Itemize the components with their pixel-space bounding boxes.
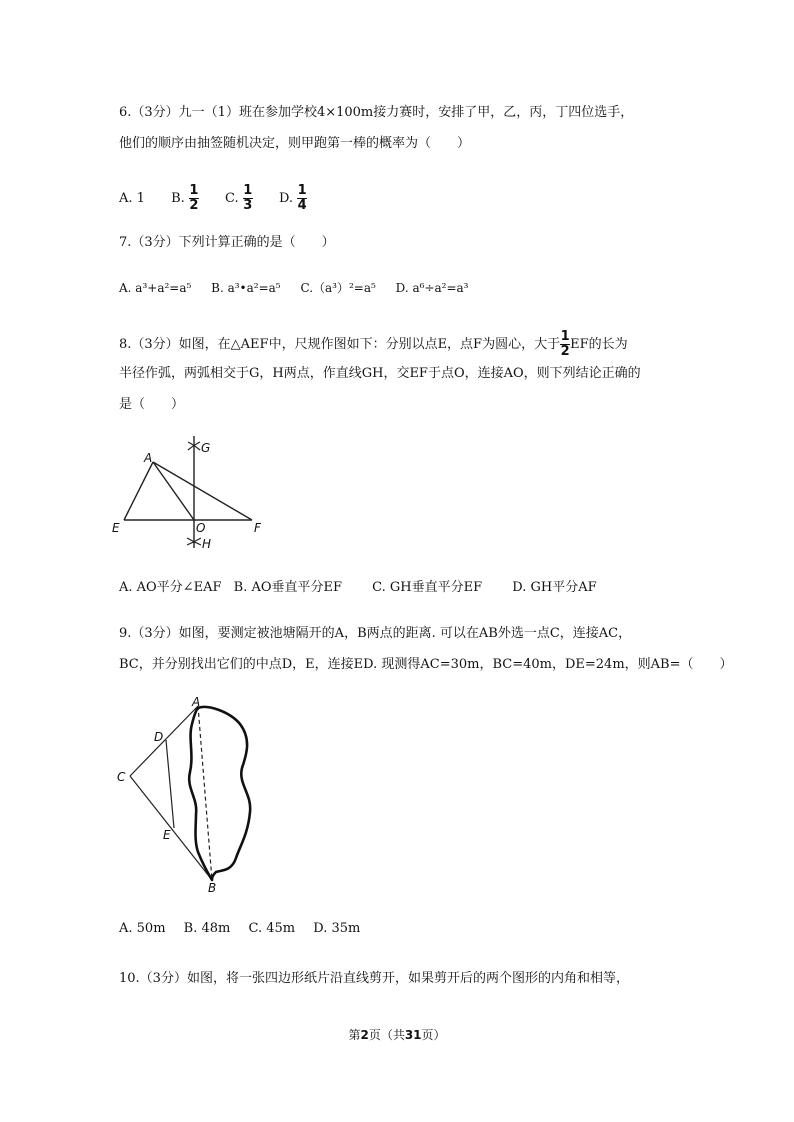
label-o: O bbox=[196, 521, 206, 535]
fraction-denominator: 2 bbox=[189, 198, 199, 213]
q7-option-a: A. a³+a²=a⁵ bbox=[119, 281, 192, 295]
q7-option-d: D. a⁶÷a²=a³ bbox=[395, 281, 469, 295]
q7-option-c: C.（a³）²=a⁵ bbox=[300, 281, 376, 295]
fraction-numerator: 1 bbox=[297, 183, 307, 198]
label-f: F bbox=[254, 521, 261, 535]
footer-mid: 页（共 bbox=[368, 1028, 405, 1042]
q6-option-b-label: B. bbox=[171, 191, 185, 206]
q8-stem-text-end: EF的长为 bbox=[570, 337, 628, 352]
fraction-denominator: 3 bbox=[243, 198, 253, 213]
fraction-denominator: 2 bbox=[560, 344, 570, 359]
fraction-numerator: 1 bbox=[189, 183, 199, 198]
footer-total-pages: 31 bbox=[404, 1028, 422, 1042]
q8-option-d: D. GH平分AF bbox=[512, 580, 597, 595]
label-e: E bbox=[112, 521, 120, 535]
segment-de bbox=[166, 740, 174, 828]
q9-options bbox=[119, 919, 382, 939]
q8-stem-text: 8.（3分）如图，在△AEF中，尺规作图如下：分别以点E，点F为圆心，大于 bbox=[119, 337, 561, 352]
q8-option-c: C. GH垂直平分EF bbox=[372, 580, 483, 595]
label-a: A bbox=[192, 695, 201, 709]
q6-option-c bbox=[225, 184, 253, 213]
q8-options bbox=[119, 578, 619, 598]
fraction-numerator: 1 bbox=[243, 183, 253, 198]
segment-ao bbox=[153, 462, 194, 520]
q7-options bbox=[119, 278, 490, 298]
q6-option-a: A. 1 bbox=[119, 191, 145, 206]
q9-option-b: B. 48m bbox=[183, 921, 231, 936]
q9-pond-figure bbox=[112, 694, 272, 894]
q6-stem-line1: 6.（3分）九一（1）班在参加学校4×100m接力赛时，安排了甲，乙，丙，丁四位选手， bbox=[119, 105, 634, 120]
label-a: A bbox=[144, 451, 153, 465]
q8-stem-line3: 是（ ） bbox=[119, 397, 185, 412]
segment-ae bbox=[124, 462, 153, 520]
q6-option-d-label: D. bbox=[278, 191, 294, 206]
q8-stem-line2: 半径作弧，两弧相交于G，H两点，作直线GH，交EF于点O，连接AO，则下列结论正确的 bbox=[119, 366, 641, 381]
q8-triangle-figure bbox=[110, 432, 280, 557]
q6-stem-line2: 他们的顺序由抽签随机决定，则甲跑第一棒的概率为（ ） bbox=[119, 136, 471, 151]
segment-ac bbox=[130, 706, 198, 776]
q7-option-b: B. a³•a²=a⁵ bbox=[211, 281, 281, 295]
label-e: E bbox=[163, 828, 171, 842]
q9-stem-line1: 9.（3分）如图，要测定被池塘隔开的A，B两点的距离. 可以在AB外选一点C，连接AC， bbox=[119, 626, 632, 641]
q8-option-a: A. AO平分∠EAF bbox=[119, 580, 222, 595]
footer-suffix: 页） bbox=[421, 1028, 446, 1042]
footer-prefix: 第 bbox=[348, 1028, 361, 1042]
pond-outline bbox=[189, 707, 250, 880]
label-h: H bbox=[202, 537, 212, 551]
q9-option-a: A. 50m bbox=[119, 921, 166, 936]
q8-option-b: B. AO垂直平分EF bbox=[233, 580, 343, 595]
q6-options bbox=[119, 184, 329, 213]
label-g: G bbox=[201, 441, 211, 455]
fraction-denominator: 4 bbox=[297, 198, 307, 213]
q6-option-c-label: C. bbox=[225, 191, 239, 206]
q6-fraction-b bbox=[189, 184, 199, 213]
q6-option-b bbox=[171, 184, 199, 213]
q7-stem: 7.（3分）下列计算正确的是（ ） bbox=[119, 235, 335, 250]
q9-stem-line2: BC，并分别找出它们的中点D，E，连接ED. 现测得AC=30m，BC=40m，DE=24m，则AB=（ ） bbox=[119, 657, 733, 672]
q8-stem-line1 bbox=[119, 330, 628, 359]
q8-half-fraction bbox=[560, 330, 570, 359]
q9-option-d: D. 35m bbox=[313, 921, 361, 936]
label-b: B bbox=[208, 881, 217, 894]
label-c: C bbox=[117, 770, 126, 784]
q9-option-c: C. 45m bbox=[248, 921, 296, 936]
q6-fraction-d bbox=[297, 184, 307, 213]
label-d: D bbox=[154, 730, 164, 744]
q10-stem-line1: 10.（3分）如图，将一张四边形纸片沿直线剪开，如果剪开后的两个图形的内角和相等， bbox=[119, 971, 629, 986]
fraction-numerator: 1 bbox=[560, 329, 570, 344]
segment-af bbox=[153, 462, 252, 520]
q6-option-d bbox=[279, 184, 307, 213]
q6-fraction-c bbox=[243, 184, 253, 213]
footer-page-number: 2 bbox=[360, 1028, 369, 1042]
page-footer bbox=[0, 1026, 794, 1043]
